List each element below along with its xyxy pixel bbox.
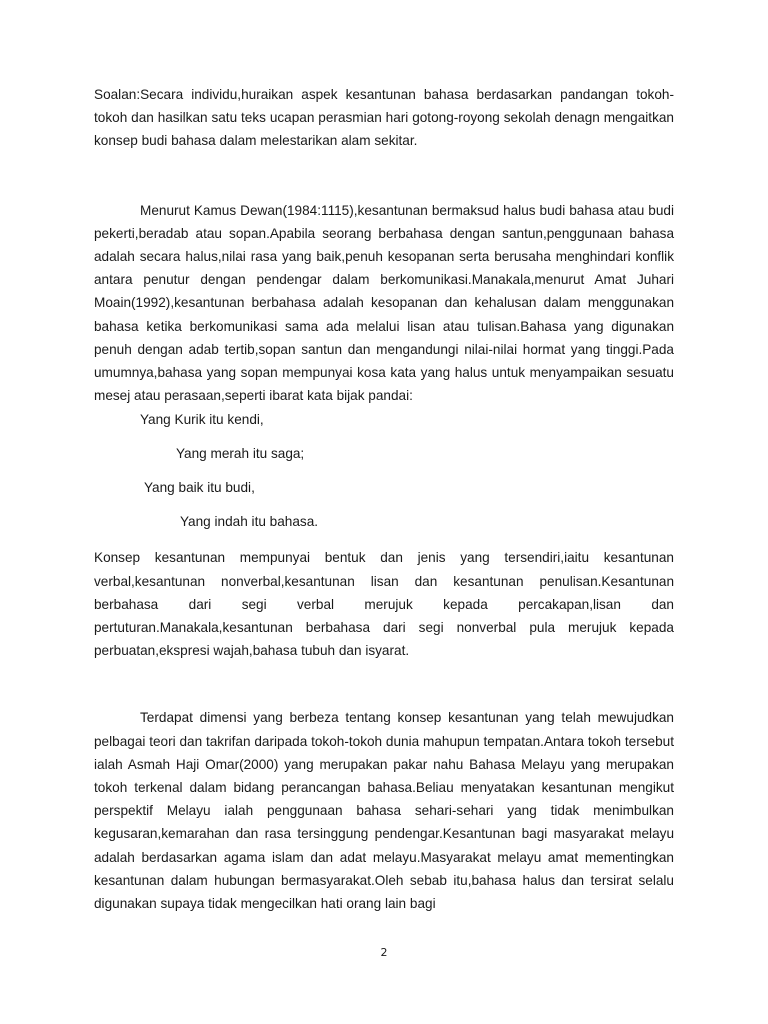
poem-line-1: Yang Kurik itu kendi, [140,412,264,428]
poem-line-2: Yang merah itu saga; [176,446,305,462]
document-body [94,83,674,915]
poem-line-3: Yang baik itu budi, [144,480,255,496]
paragraph-dimensi: Terdapat dimensi yang berbeza tentang konsep kesantunan yang telah mewujudkan pelbagai teori dan takrifan daripada tokoh-tokoh dunia mahupun tempatan.Antara tokoh tersebut ialah Asmah Haji Omar(2000) yang merupakan pakar nahu Bahasa Melayu yang merupakan tokoh terkenal dalam bidang perancangan bahasa.Beliau menyatakan kesantunan mengikut perspektif Melayu ialah penggunaan bahasa sehari-sehari yang tidak menimbulkan kegusaran,kemarahan dan rasa tersinggung pendengar.Kesantunan bagi masyarakat melayu adalah berdasarkan agama islam dan adat melayu.Masyarakat melayu amat mementingkan kesantunan dalam hubungan bermasyarakat.Oleh sebab itu,bahasa halus dan tersirat selalu digunakan supaya tidak mengecilkan hati orang lain bagi [94,710,674,912]
page-number: 2 [380,946,388,959]
question-paragraph: Soalan:Secara individu,huraikan aspek kesantunan bahasa berdasarkan pandangan tokoh-tokoh dan hasilkan satu teks ucapan perasmian hari gotong-royong sekolah denagn mengaitkan konsep budi bahasa dalam melestarikan alam sekitar. [94,87,674,149]
poem-line-4: Yang indah itu bahasa. [180,514,319,530]
paragraph-kamus-dewan: Menurut Kamus Dewan(1984:1115),kesantunan bermaksud halus budi bahasa atau budi pekerti,beradab atau sopan.Apabila seorang berbahasa dengan santun,penggunaan bahasa adalah secara halus,nilai rasa yang baik,penuh kesopanan serta berusaha menghindari konflik antara penutur dengan pendengar dalam berkomunikasi.Manakala,menurut Amat Juhari Moain(1992),kesantunan berbahasa adalah kesopanan dan kehalusan dalam menggunakan bahasa ketika berkomunikasi sama ada melalui lisan atau tulisan.Bahasa yang digunakan penuh dengan adab tertib,sopan santun dan mengandungi nilai-nilai hormat yang tinggi.Pada umumnya,bahasa yang sopan mempunyai kosa kata yang halus untuk menyampaikan sesuatu mesej atau perasaan,seperti ibarat kata bijak pandai: [94,202,674,404]
poem-block [94,411,674,531]
paragraph-konsep-kesantunan: Konsep kesantunan mempunyai bentuk dan jenis yang tersendiri,iaitu kesantunan verbal,kesantunan nonverbal,kesantunan lisan dan kesantunan penulisan.Kesantunan berbahasa dari segi verbal merujuk kepada percakapan,lisan dan pertuturan.Manakala,kesantunan berbahasa dari segi nonverbal pula merujuk kepada perbuatan,ekspresi wajah,bahasa tubuh dan isyarat. [94,550,674,659]
